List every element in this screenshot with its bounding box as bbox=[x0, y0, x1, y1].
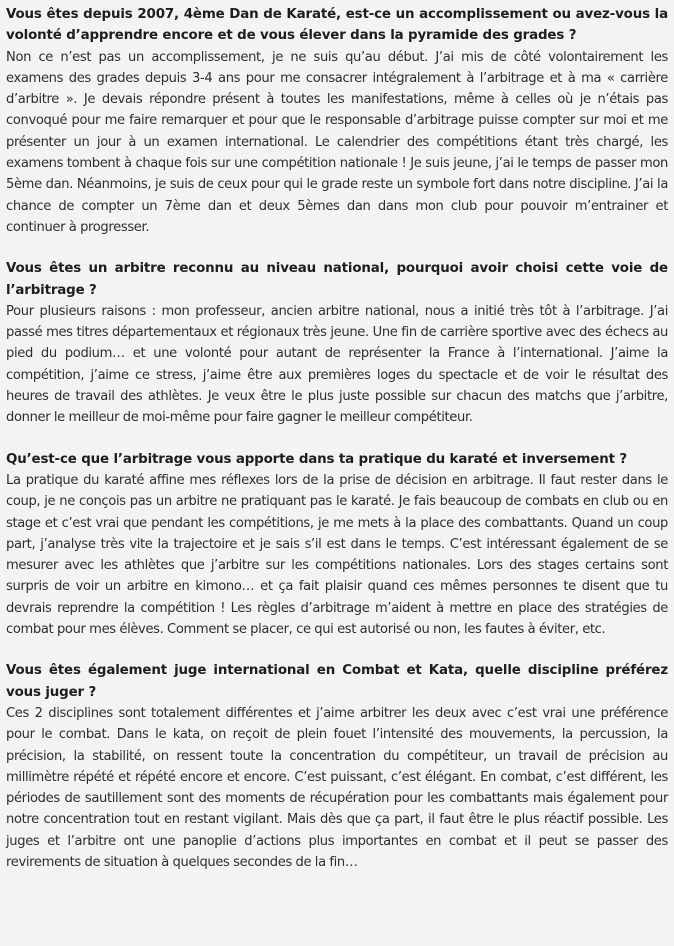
question-heading: Qu’est-ce que l’arbitrage vous apporte dans ta pratique du karaté et inversement ? bbox=[6, 451, 627, 467]
question-heading: Vous êtes également juge international en Combat et Kata, quelle discipline préférez vous juger ? bbox=[6, 663, 668, 700]
question-heading: Vous êtes un arbitre reconnu au niveau national, pourquoi avoir choisi cette voie de l’arbitrage ? bbox=[6, 261, 668, 298]
answer-paragraph: La pratique du karaté affine mes réflexes lors de la prise de décision en arbitrage. Il faut rester dans le coup, je ne conçois pas un arbitre ne pratiquant pas le karaté. Je fais beaucoup de combats en club ou en stage et c’est vrai que pendant les compétitions, je me mets à la place des combattants. Quand un coup part, j’analyse très vite la trajectoire et je sais s’il est dans le temps. C’est intéressant également de se mesurer avec les athlètes que j’arbitre sur les compétitions nationales. Lors des stages certains sont surpris de voir un arbitre en kimono… et ça fait plaisir quand ces mêmes personnes te disent que tu devrais reprendre la compétition ! Les règles d’arbitrage m’aident à mettre en place des stratégies de combat pour mes élèves. Comment se placer, ce qui est autorisé ou non, les fautes à éviter, etc. bbox=[6, 472, 668, 638]
answer-paragraph: Pour plusieurs raisons : mon professeur, ancien arbitre national, nous a initié très tôt à l’arbitrage. J’ai passé mes titres départementaux et régionaux très jeune. Une fin de carrière sportive avec des échecs au pied du podium… et une volonté pour autant de représenter la France à l’international. J’aime la compétition, j’aime ce stress, j’aime être aux premières loges du spectacle et de voir le résultat des heures de travail des athlètes. Je veux être le plus juste possible sur chacun des matchs que j’arbitre, donner le meilleur de moi-même pour faire gagner le meilleur compétiteur. bbox=[6, 303, 668, 426]
answer-paragraph: Ces 2 disciplines sont totalement différentes et j’aime arbitrer les deux avec c’est vrai une préférence pour le combat. Dans le kata, on reçoit de plein fouet l’intensité des mouvements, la percussion, la précision, la stabilité, on ressent toute la concentration du compétiteur, un travail de précision au millimètre répété et répété encore et encore. C’est puissant, c’est élégant. En combat, c’est différent, les périodes de sautillement sont des moments de récupération pour les combattants mais également pour notre concentration tout en restant vigilant. Mais dès que ça part, il faut être le plus réactif possible. Les juges et l’arbitre ont une panoplie d’actions plus importantes en combat et il peut se passer des revirements de situation à quelques secondes de la fin… bbox=[6, 705, 668, 870]
interview-section-kata-combat bbox=[6, 660, 668, 873]
interview-section-practice bbox=[6, 449, 668, 641]
answer-paragraph: Non ce n’est pas un accomplissement, je ne suis qu’au début. J’ai mis de côté volontairement les examens des grades depuis 3-4 ans pour me consacrer intégralement à l’arbitrage et à ma « carrière d’arbitre ». Je devais répondre présent à toutes les manifestations, même à celles où je n’étais pas convoqué pour me faire remarquer et pour que le responsable d’arbitrage puisse compter sur moi et me présenter un jour à un examen international. Le calendrier des compétitions étant très chargé, les examens tombent à chaque fois sur une compétition nationale ! Je suis jeune, j’ai le temps de passer mon 5ème dan. Néanmoins, je suis de ceux pour qui le grade reste un symbole fort dans notre discipline. J’ai la chance de compter un 7ème dan et deux 5èmes dan dans mon club pour pouvoir m’entrainer et continuer à progresser. bbox=[6, 49, 668, 235]
interview-section-arbitration-choice bbox=[6, 258, 668, 428]
question-heading: Vous êtes depuis 2007, 4ème Dan de Karaté, est-ce un accomplissement ou avez-vous la volonté d’apprendre encore et de vous élever dans la pyramide des grades ? bbox=[6, 7, 668, 44]
interview-section-grades bbox=[6, 4, 668, 238]
